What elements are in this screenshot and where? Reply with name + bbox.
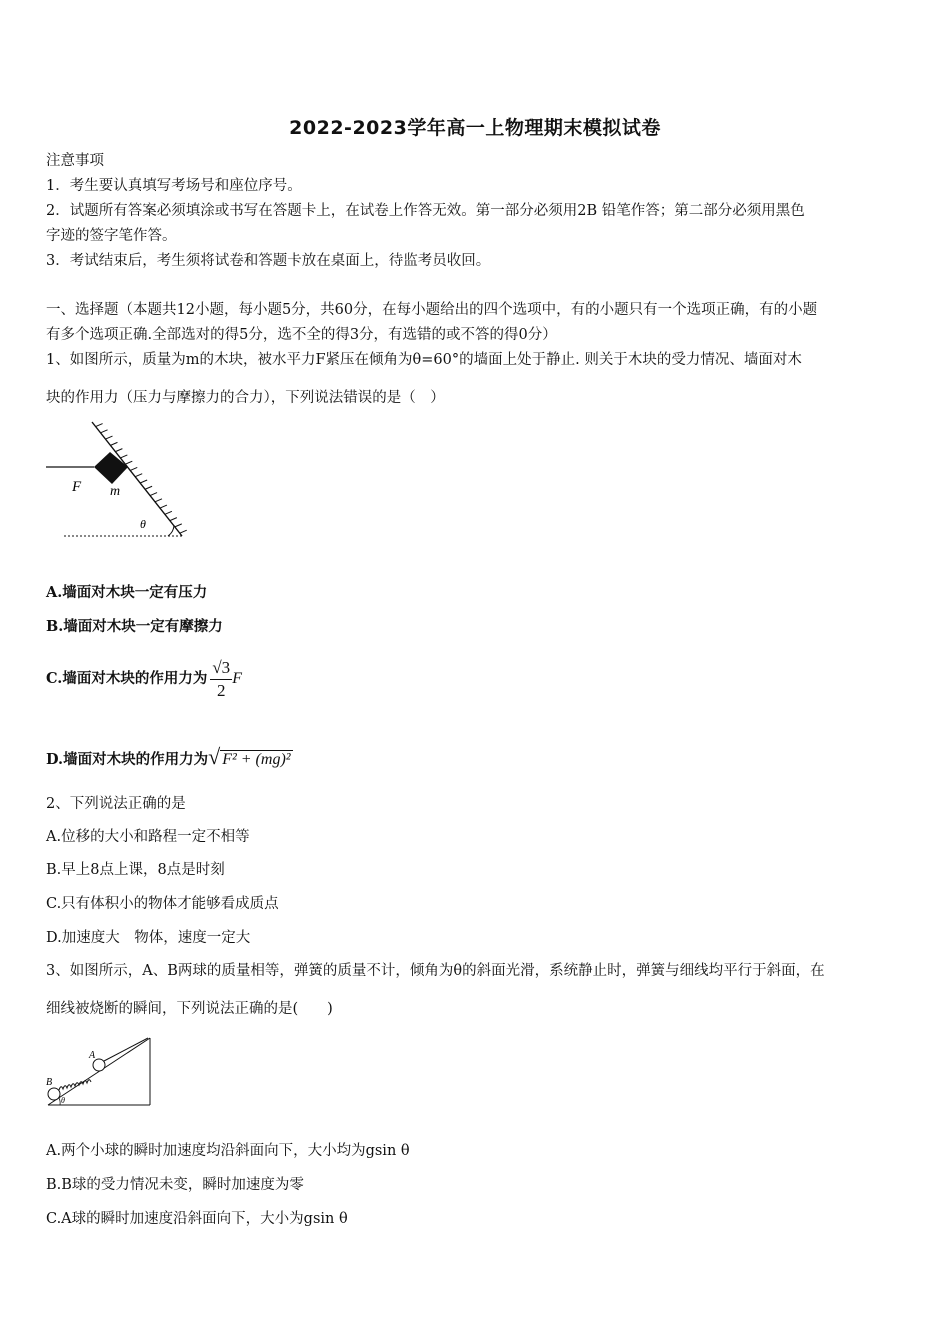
q3-fig-label-a: A xyxy=(89,1050,96,1061)
q2-option-d: D.加速度大 物体，速度一定大 xyxy=(46,930,251,946)
notice-item-1: 1．考生要认真填写考场号和座位序号。 xyxy=(46,178,302,194)
q1-option-c-text: C.墙面对木块的作用力为 xyxy=(46,670,208,687)
q2-option-c: C.只有体积小的物体才能够看成质点 xyxy=(46,896,279,912)
q1-stem-line2: 块的作用力（压力与摩擦力的合力），下列说法错误的是（ ） xyxy=(46,390,445,406)
q1-fig-label-theta: θ xyxy=(140,517,146,531)
q3-stem-line2: 细线被烧断的瞬间，下列说法正确的是( ) xyxy=(46,1001,333,1017)
q1-option-c-var: F xyxy=(232,670,242,687)
q3-fig-label-b: B xyxy=(46,1077,53,1088)
q3-fig-label-theta: θ xyxy=(61,1096,65,1105)
q2-stem: 2、下列说法正确的是 xyxy=(46,796,186,812)
q1-option-d-text: D.墙面对木块的作用力为 xyxy=(46,751,209,768)
q3-option-a: A.两个小球的瞬时加速度均沿斜面向下，大小均为gsin θ xyxy=(46,1143,410,1159)
q1-option-d-expr: F² + (mg)² xyxy=(222,751,291,768)
q1-option-d: D.墙面对木块的作用力为√ F² + (mg)² xyxy=(46,744,291,769)
notice-heading: 注意事项 xyxy=(46,153,104,169)
section-instructions-line2: 有多个选项正确.全部选对的得5分，选不全的得3分，有选错的或不答的得0分） xyxy=(46,327,557,343)
page-title: 2022-2023学年高一上物理期末模拟试卷 xyxy=(289,117,661,139)
q2-option-b: B.早上8点上课，8点是时刻 xyxy=(46,862,225,878)
q2-option-a: A.位移的大小和路程一定不相等 xyxy=(46,829,250,845)
q1-figure xyxy=(44,418,192,540)
section-instructions-line1: 一、选择题（本题共12小题，每小题5分，共60分，在每小题给出的四个选项中，有的小题只有一个选项正确，有的小题 xyxy=(46,302,818,318)
q1-option-c xyxy=(46,655,242,703)
q1-fig-label-f: F xyxy=(72,479,82,495)
q1-option-a: A.墙面对木块一定有压力 xyxy=(46,584,208,601)
q3-option-c: C.A球的瞬时加速度沿斜面向下，大小为gsin θ xyxy=(46,1211,348,1227)
q1-fig-label-m: m xyxy=(110,484,121,499)
q1-option-b: B.墙面对木块一定有摩擦力 xyxy=(46,618,223,635)
q3-option-b: B.B球的受力情况未变，瞬时加速度为零 xyxy=(46,1177,304,1193)
notice-item-3: 3．考试结束后，考生须将试卷和答题卡放在桌面上，待监考员收回。 xyxy=(46,253,491,269)
q3-stem-line1: 3、如图所示，A、B两球的质量相等，弹簧的质量不计，倾角为θ的斜面光滑，系统静止时，弹簧与细线均平行于斜面，在 xyxy=(46,963,825,979)
q1-option-c-fraction: $\frac{√3}{2}$ xyxy=(212,657,231,700)
notice-item-2: 2．试题所有答案必须填涂或书写在答题卡上，在试卷上作答无效。第一部分必须用2B 铅笔作答；第二部分必须用黑色 xyxy=(46,203,805,219)
q1-stem-line1: 1、如图所示，质量为m的木块，被水平力F紧压在倾角为θ=60°的墙面上处于静止. 则关于木块的受力情况、墙面对木 xyxy=(46,352,802,368)
q3-figure xyxy=(44,1032,154,1110)
notice-item-2-cont: 字迹的签字笔作答。 xyxy=(46,228,177,244)
